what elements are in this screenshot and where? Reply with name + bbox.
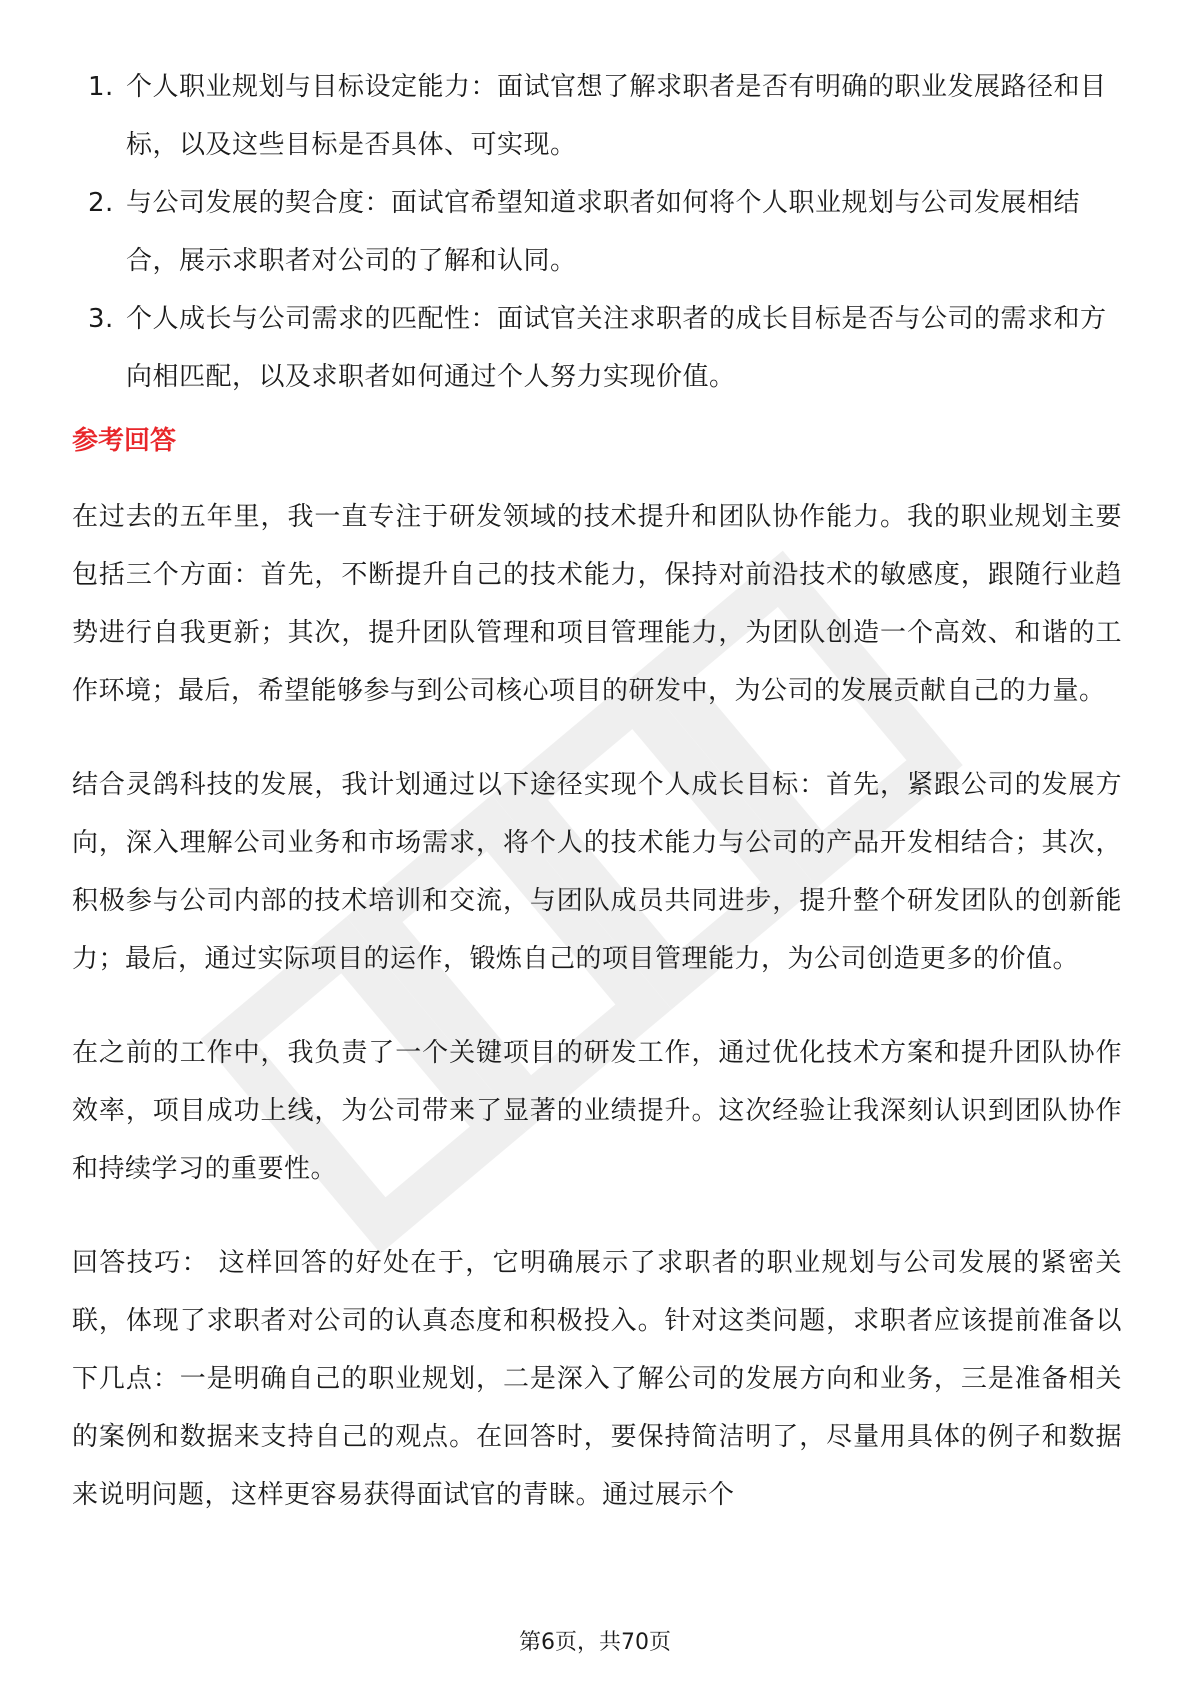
list-text: 个人职业规划与目标设定能力：面试官想了解求职者是否有明确的职业发展路径和目标，以及这些目标是否具体、可实现。: [126, 72, 1107, 160]
reference-answer-heading: 参考回答: [72, 426, 177, 456]
list-text: 个人成长与公司需求的匹配性：面试官关注求职者的成长目标是否与公司的需求和方向相匹配，以及求职者如何通过个人努力实现价值。: [126, 304, 1107, 392]
answer-tips-paragraph: 回答技巧： 这样回答的好处在于，它明确展示了求职者的职业规划与公司发展的紧密关联，体现了求职者对公司的认真态度和积极投入。针对这类问题，求职者应该提前准备以下几点：一是明确自己的职业规划，二是深入了解公司的发展方向和业务，三是准备相关的案例和数据来支持自己的观点。在回答时，要保持简洁明了，尽量用具体的例子和数据来说明问题，这样更容易获得面试官的青睐。通过展示个: [72, 1248, 1122, 1510]
list-number: 1.: [88, 72, 114, 102]
list-number: 3.: [88, 304, 114, 334]
criteria-list: [72, 58, 1122, 406]
document-page: [72, 58, 1122, 1524]
list-text: 与公司发展的契合度：面试官希望知道求职者如何将个人职业规划与公司发展相结合，展示求职者对公司的了解和认同。: [126, 188, 1081, 276]
list-number: 2.: [88, 188, 114, 218]
answer-paragraph: 在过去的五年里，我一直专注于研发领域的技术提升和团队协作能力。我的职业规划主要包括三个方面：首先，不断提升自己的技术能力，保持对前沿技术的敏感度，跟随行业趋势进行自我更新；其次，提升团队管理和项目管理能力，为团队创造一个高效、和谐的工作环境；最后，希望能够参与到公司核心项目的研发中，为公司的发展贡献自己的力量。: [72, 502, 1122, 706]
list-item: [72, 174, 1122, 290]
answer-paragraph: 结合灵鸽科技的发展，我计划通过以下途径实现个人成长目标：首先，紧跟公司的发展方向，深入理解公司业务和市场需求，将个人的技术能力与公司的产品开发相结合；其次，积极参与公司内部的技术培训和交流，与团队成员共同进步，提升整个研发团队的创新能力；最后，通过实际项目的运作，锻炼自己的项目管理能力，为公司创造更多的价值。: [72, 770, 1122, 974]
page-number-footer: 第6页，共70页: [519, 1630, 671, 1655]
list-item: [72, 58, 1122, 174]
list-item: [72, 290, 1122, 406]
answer-paragraph: 在之前的工作中，我负责了一个关键项目的研发工作，通过优化技术方案和提升团队协作效率，项目成功上线，为公司带来了显著的业绩提升。这次经验让我深刻认识到团队协作和持续学习的重要性。: [72, 1038, 1122, 1184]
